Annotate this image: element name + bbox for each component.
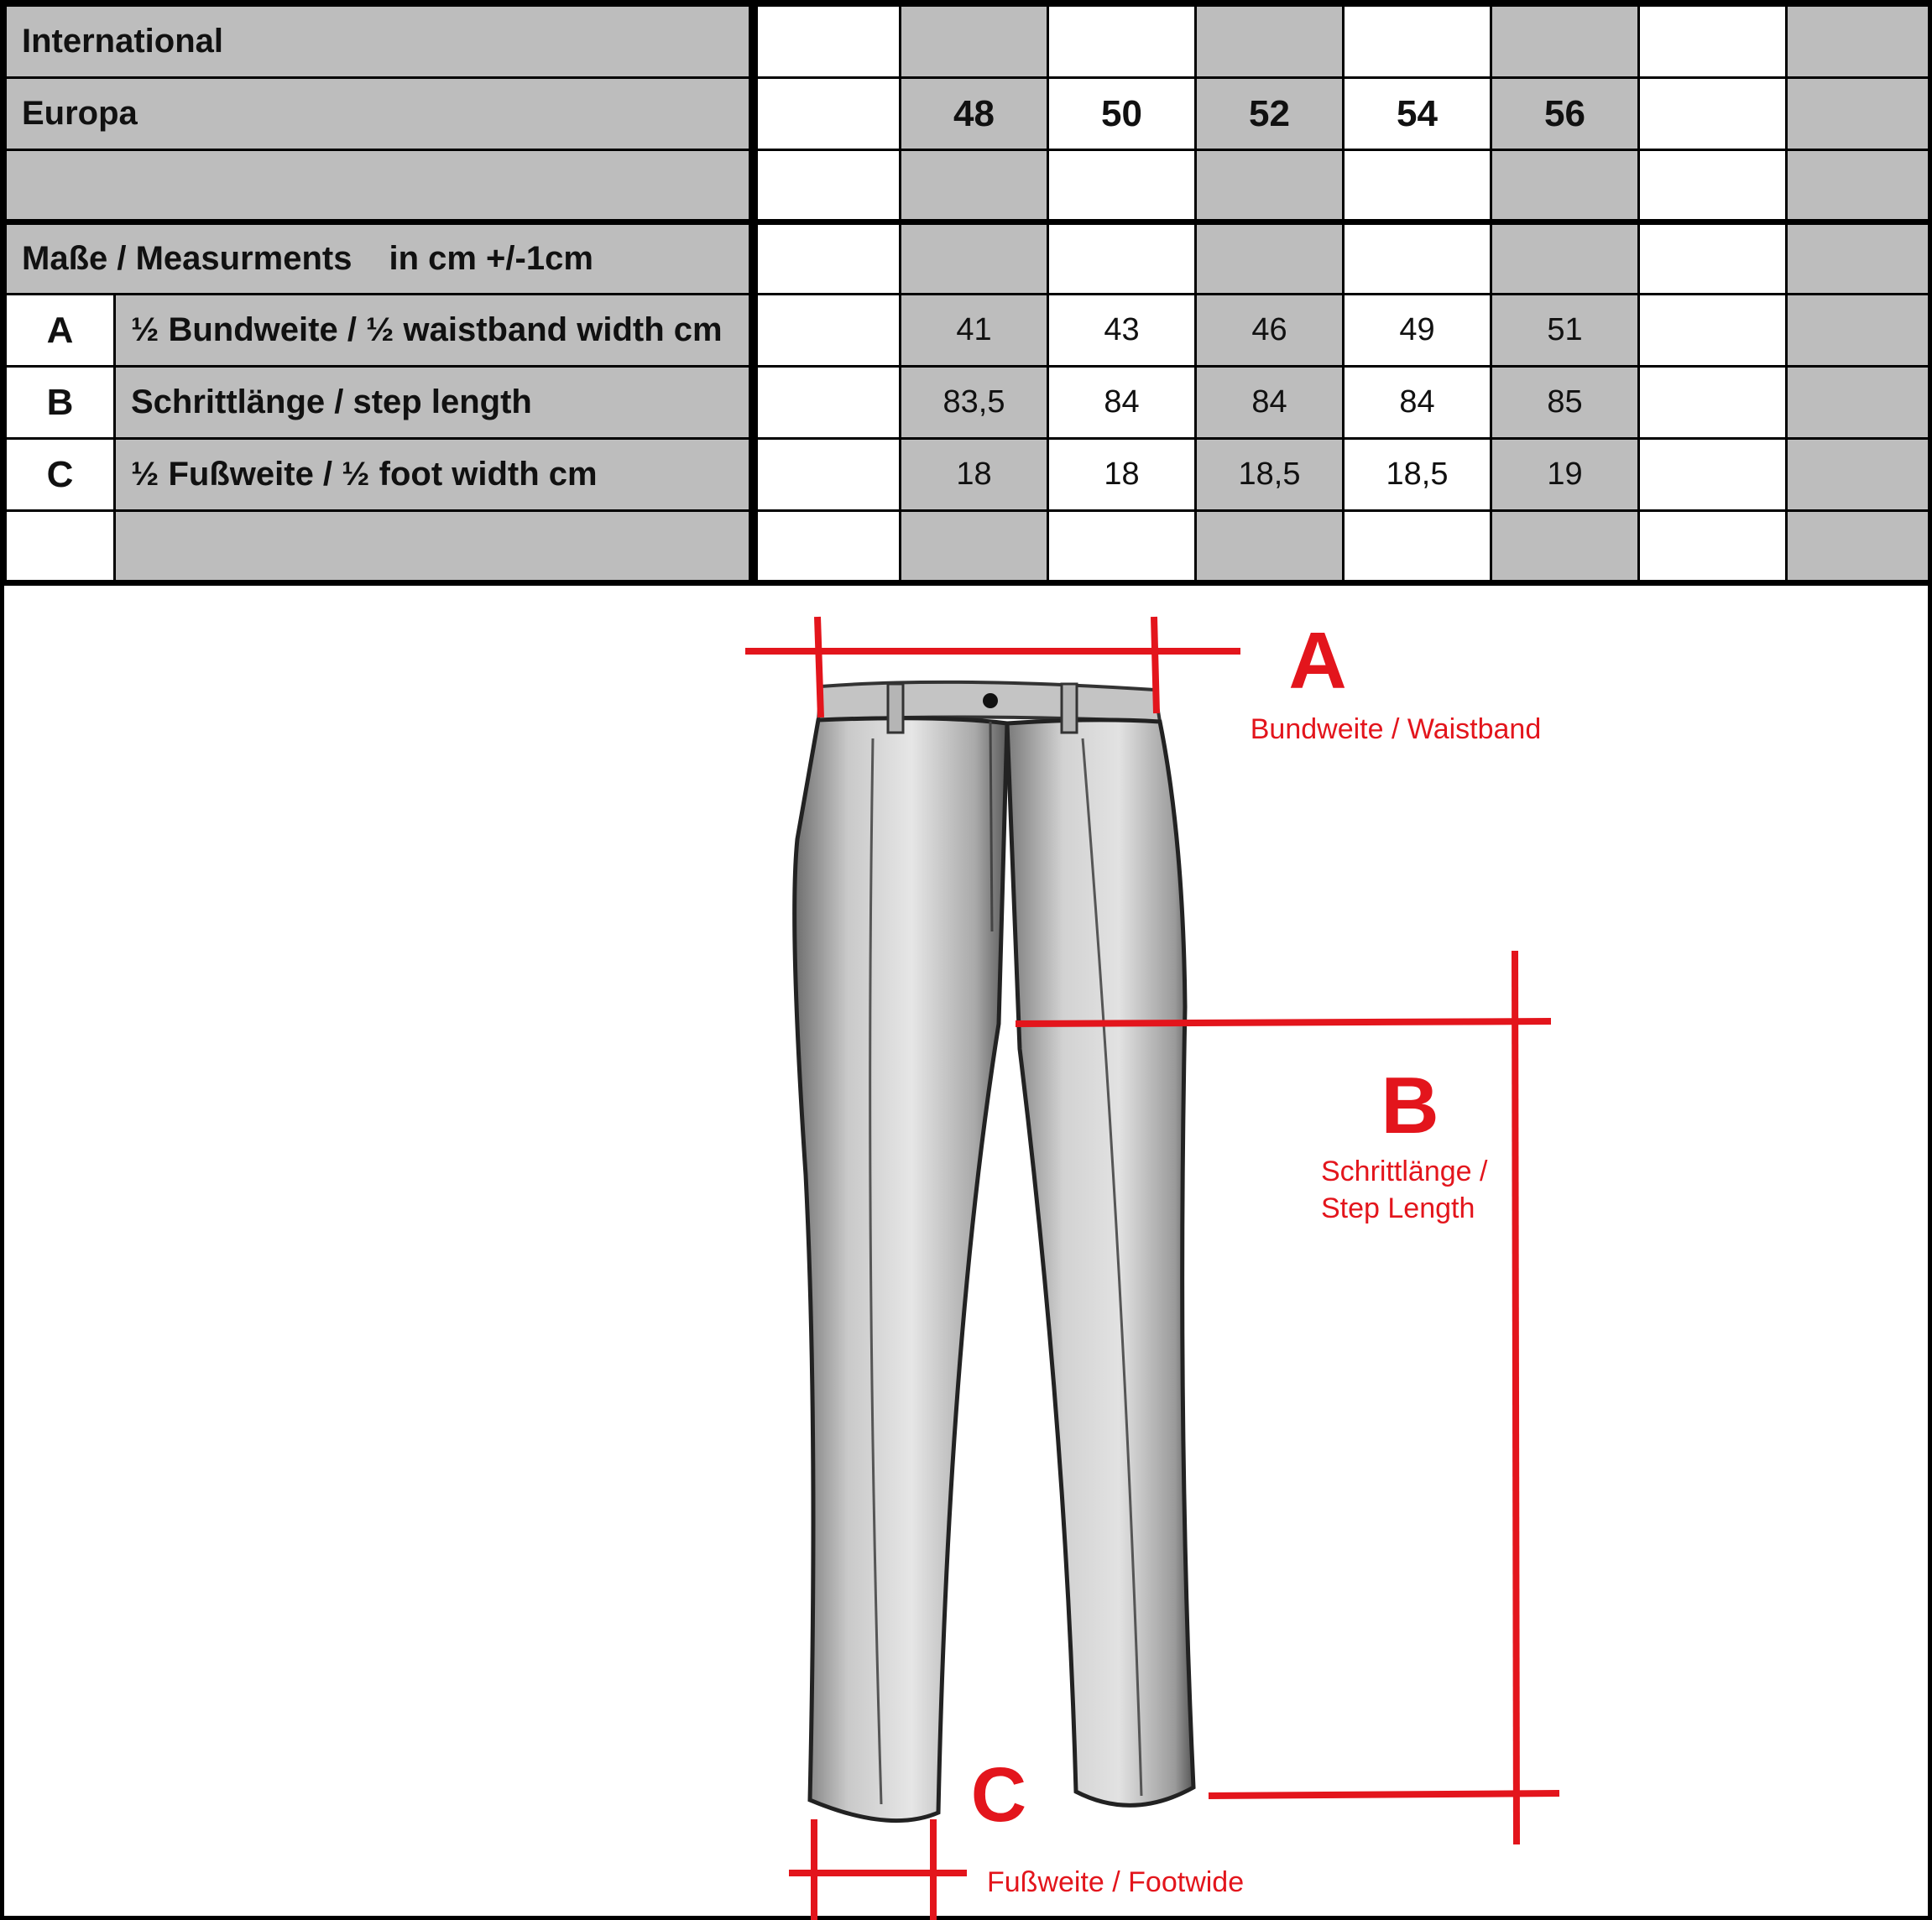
size-56: 56 — [1491, 78, 1639, 150]
row-letter: C — [6, 439, 115, 511]
cell-value: 84 — [1196, 367, 1344, 439]
cell-value: 83,5 — [901, 367, 1048, 439]
label-a-caption: Bundweite / Waistband — [1250, 713, 1542, 745]
row-letter: A — [6, 295, 115, 367]
label-c-caption: Fußweite / Footwide — [987, 1866, 1245, 1898]
cell-value: 85 — [1491, 367, 1639, 439]
size-54: 54 — [1344, 78, 1491, 150]
label-b-caption-line1: Schrittlänge / — [1321, 1156, 1488, 1187]
size-48: 48 — [901, 78, 1048, 150]
trousers-illustration — [795, 682, 1193, 1821]
cell-value: 51 — [1491, 295, 1639, 367]
row-label: ½ Fußweite / ½ foot width cm — [115, 439, 750, 511]
cell-value: 49 — [1344, 295, 1491, 367]
cell-value: 43 — [1048, 295, 1196, 367]
cell-value: 46 — [1196, 295, 1344, 367]
cell-value: 41 — [901, 295, 1048, 367]
measure-c — [789, 1819, 967, 1920]
row-label: ½ Bundweite / ½ waistband width cm — [115, 295, 750, 367]
label-b-letter: B — [1381, 1061, 1439, 1150]
unit-note: in cm +/-1cm — [389, 240, 593, 277]
label-c-letter: C — [970, 1752, 1027, 1838]
cell-value: 18 — [901, 439, 1048, 511]
cell-value: 19 — [1491, 439, 1639, 511]
label-a-letter: A — [1288, 616, 1347, 706]
size-50: 50 — [1048, 78, 1196, 150]
cell-value: 84 — [1048, 367, 1196, 439]
international-label: International — [6, 6, 750, 78]
europa-label: Europa — [6, 78, 750, 150]
cell-value: 18,5 — [1196, 439, 1344, 511]
cell-value: 18 — [1048, 439, 1196, 511]
row-label: Schrittlänge / step length — [115, 367, 750, 439]
cell-value: 18,5 — [1344, 439, 1491, 511]
row-letter: B — [6, 367, 115, 439]
label-b-caption-line2: Step Length — [1321, 1192, 1475, 1224]
cell-value: 84 — [1344, 367, 1491, 439]
measurements-label: Maße / Measurments in cm +/-1cm — [6, 222, 750, 295]
size-52: 52 — [1196, 78, 1344, 150]
